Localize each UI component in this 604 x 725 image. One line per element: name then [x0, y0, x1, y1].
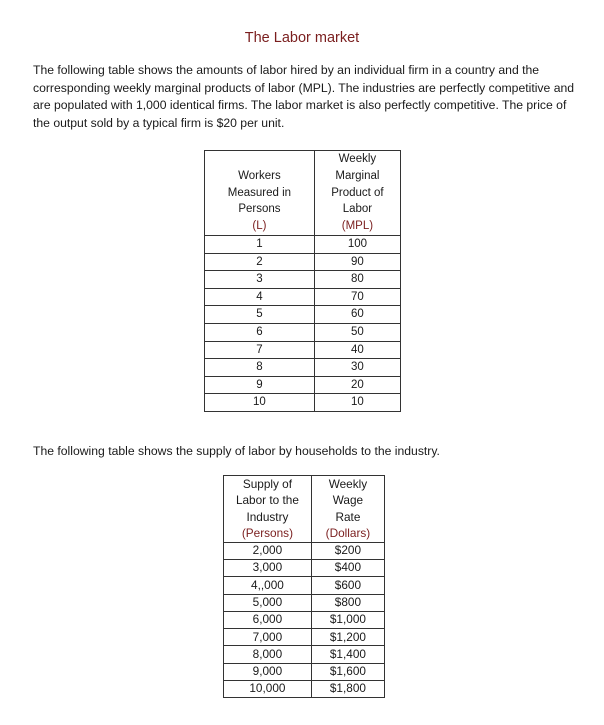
table-cell: 3: [205, 271, 315, 289]
header-unit: (Persons): [241, 526, 293, 541]
header-line: Weekly: [328, 477, 368, 491]
header-line: Persons: [238, 203, 281, 216]
table-cell: 2,000: [224, 542, 312, 559]
table-row: [224, 542, 385, 559]
supply-header: [224, 476, 312, 543]
workers-header: [205, 151, 315, 236]
table-row: [224, 681, 385, 698]
header-unit: (Dollars): [325, 526, 371, 541]
table-cell: $600: [311, 577, 384, 594]
table-cell: $1,200: [311, 629, 384, 646]
table-cell: 100: [314, 235, 400, 253]
table-cell: 9,000: [224, 663, 312, 680]
table-cell: $400: [311, 559, 384, 576]
header-line: Industry: [246, 509, 289, 524]
table-cell: 40: [314, 341, 400, 359]
table-cell: 8,000: [224, 646, 312, 663]
table-row: [205, 288, 401, 306]
table-cell: 3,000: [224, 559, 312, 576]
header-line: Marginal: [335, 169, 380, 182]
table-cell: 1: [205, 235, 315, 253]
table-row: [205, 341, 401, 359]
table-cell: $1,000: [311, 611, 384, 628]
header-line: Labor to the: [235, 493, 299, 508]
table-cell: 7,000: [224, 629, 312, 646]
table-cell: 4,,000: [224, 577, 312, 594]
table-cell: 60: [314, 306, 400, 324]
table-cell: 10: [205, 394, 315, 412]
table-cell: 8: [205, 359, 315, 377]
table-row: [205, 394, 401, 412]
labor-supply-table: [223, 475, 385, 698]
table-cell: 4: [205, 288, 315, 306]
table-row: [205, 376, 401, 394]
supply-paragraph: The following table shows the supply of labor by households to the industry.: [33, 444, 440, 458]
table-cell: 10: [314, 394, 400, 412]
table-row: [224, 577, 385, 594]
table-row: [224, 646, 385, 663]
table-row: [205, 323, 401, 341]
page-title: The Labor market: [244, 30, 360, 46]
header-line: Product of: [331, 186, 384, 199]
header-line: Workers: [238, 169, 281, 182]
table-row: [224, 559, 385, 576]
mpl-header: [314, 151, 400, 236]
table-row: [224, 594, 385, 611]
table-cell: $200: [311, 542, 384, 559]
table-cell: 70: [314, 288, 400, 306]
table-cell: $800: [311, 594, 384, 611]
table-cell: 9: [205, 376, 315, 394]
table-row: [205, 253, 401, 271]
table-cell: 10,000: [224, 681, 312, 698]
table-row: [205, 359, 401, 377]
table-cell: 50: [314, 323, 400, 341]
table-cell: $1,400: [311, 646, 384, 663]
table-cell: $1,600: [311, 663, 384, 680]
intro-paragraph: The following table shows the amounts of labor hired by an individual firm in a country and the corresponding weekly marginal products of labor (MPL). The industries are perfectly competitive and are populated with 1,000 identical firms. The labor market is also perfectly competitive. The price of the output sold by a typical firm is $20 per unit.: [33, 63, 575, 130]
header-line: Weekly: [338, 153, 377, 165]
table-cell: $1,800: [311, 681, 384, 698]
header-unit: (MPL): [341, 220, 374, 233]
header-line: Supply of: [242, 477, 293, 491]
labor-mpl-table: [204, 150, 401, 412]
header-line: Wage: [332, 493, 364, 508]
wage-header: [311, 476, 384, 543]
table-cell: 30: [314, 359, 400, 377]
table-row: [224, 629, 385, 646]
header-line: Labor: [342, 203, 373, 216]
table-cell: 20: [314, 376, 400, 394]
header-line: Rate: [335, 509, 361, 524]
table-row: [205, 235, 401, 253]
table-row: [205, 306, 401, 324]
table-row: [205, 271, 401, 289]
table-cell: 2: [205, 253, 315, 271]
table-row: [224, 663, 385, 680]
table-cell: 6,000: [224, 611, 312, 628]
table-row: [224, 611, 385, 628]
table-cell: 80: [314, 271, 400, 289]
header-unit: (L): [252, 220, 267, 233]
table-cell: 5: [205, 306, 315, 324]
table-cell: 7: [205, 341, 315, 359]
header-line: Measured in: [227, 186, 292, 199]
table-cell: 5,000: [224, 594, 312, 611]
table-cell: 6: [205, 323, 315, 341]
table-cell: 90: [314, 253, 400, 271]
